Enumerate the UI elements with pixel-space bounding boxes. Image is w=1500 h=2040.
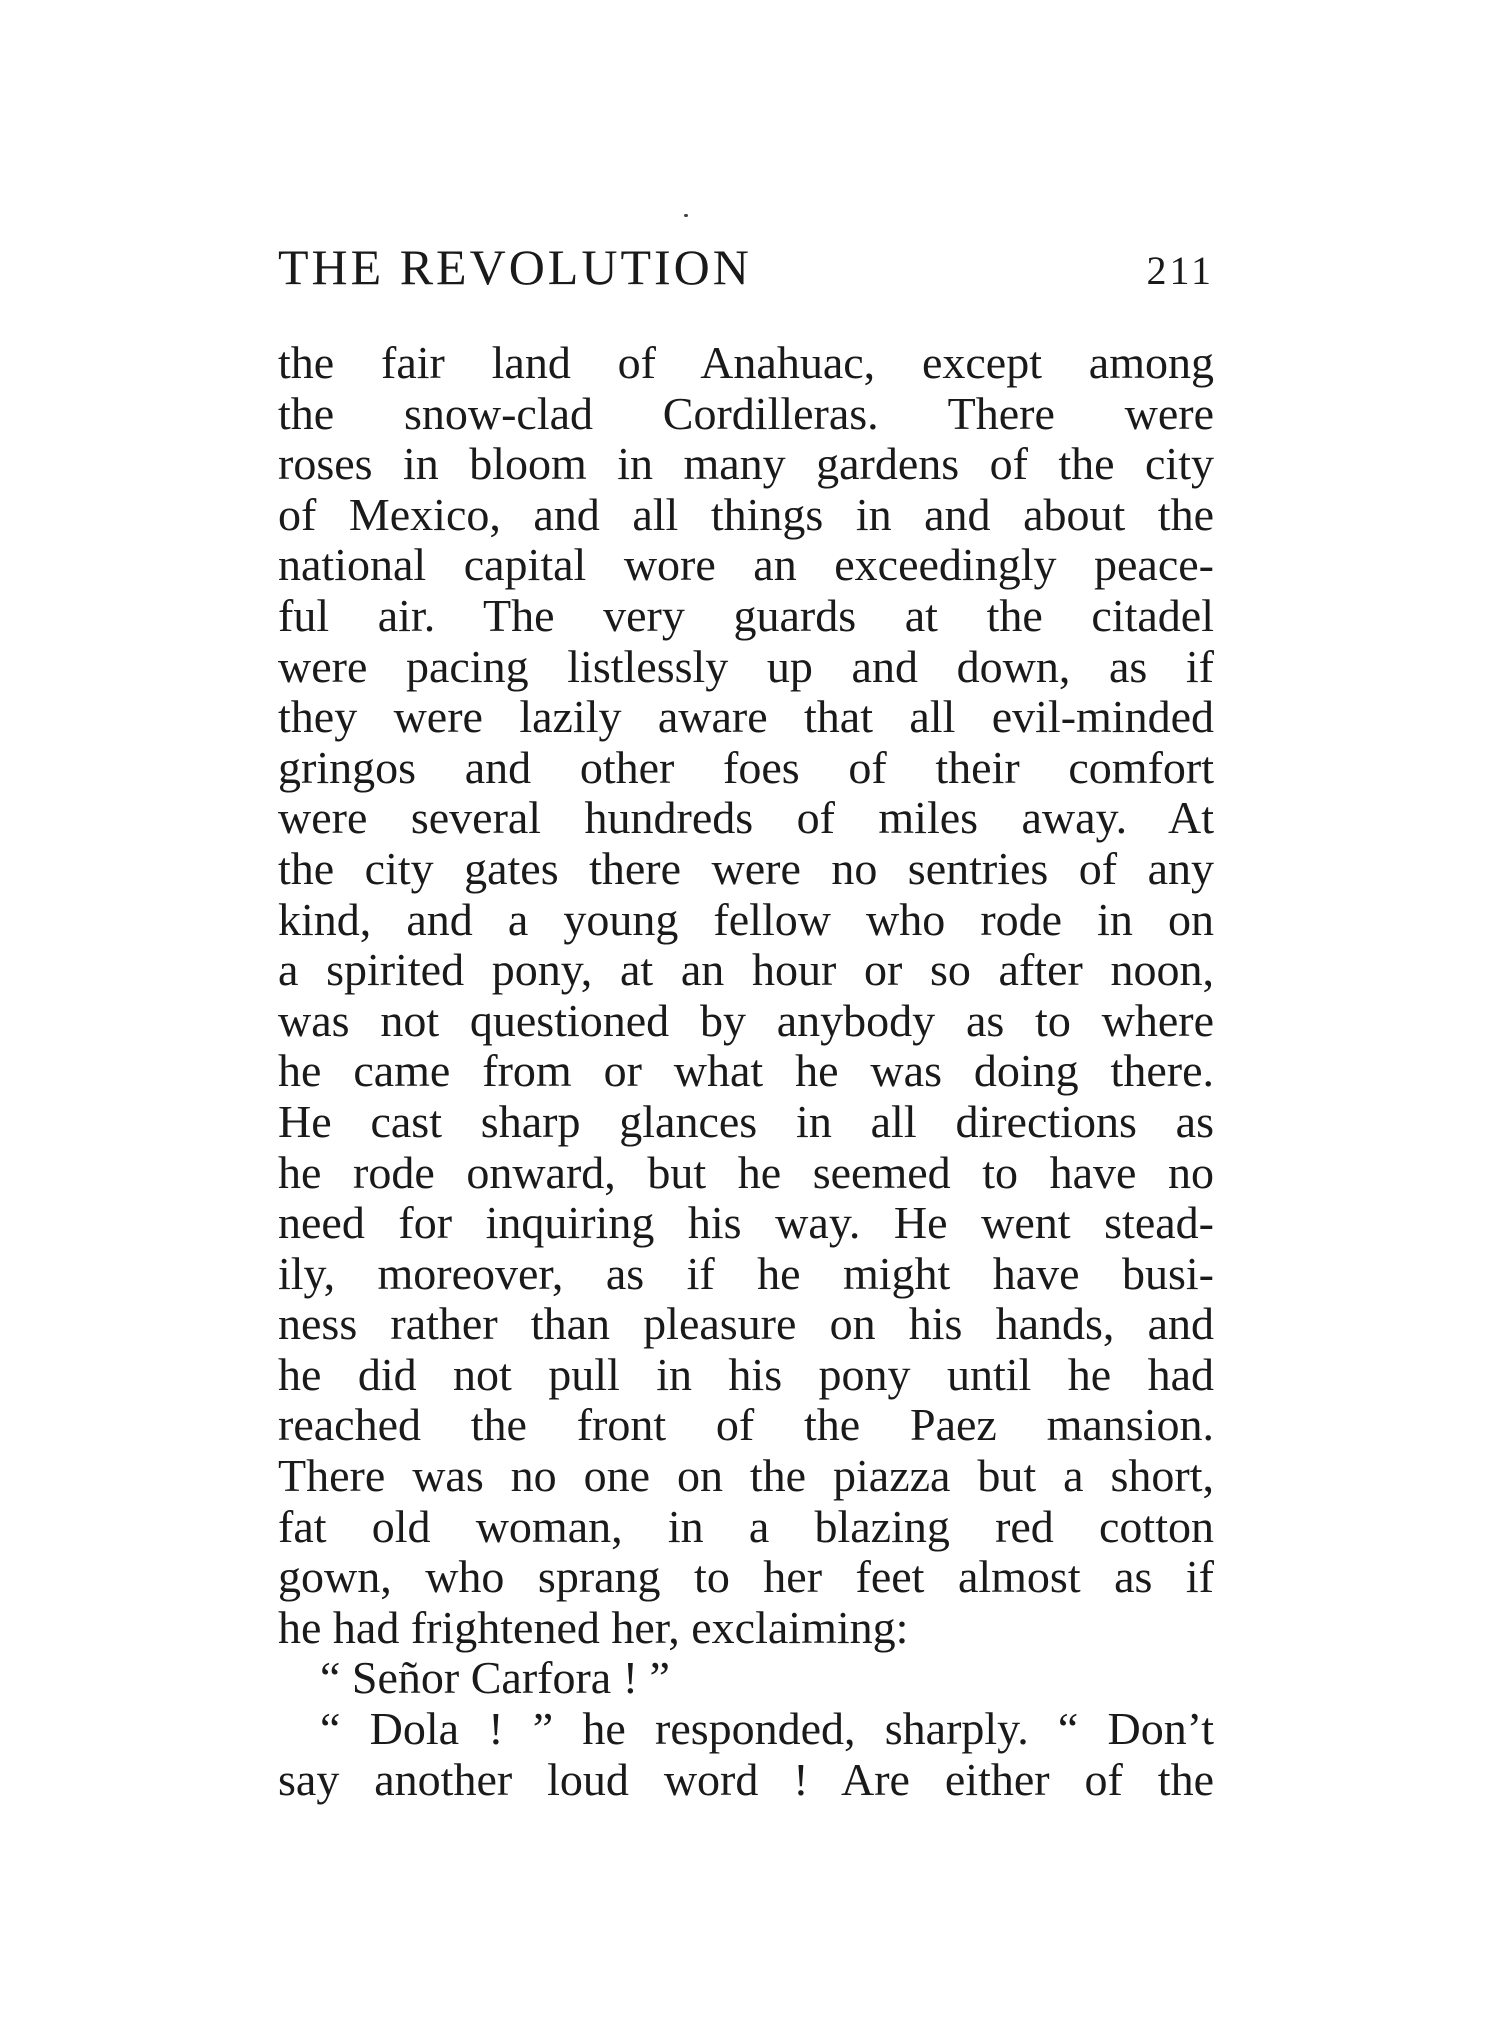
dialogue-line: “ Dola ! ” he responded, sharply. “ Don’t <box>320 1703 1214 1755</box>
text-line: they were lazily aware that all evil-minded <box>278 691 1214 743</box>
text-line: the fair land of Anahuac, except among <box>278 337 1214 388</box>
text-line: a spirited pony, at an hour or so after noon, <box>278 944 1214 996</box>
text-line: roses in bloom in many gardens of the city <box>278 438 1214 490</box>
print-speck <box>684 214 688 217</box>
text-line: kind, and a young fellow who rode in on <box>278 893 1214 945</box>
running-head <box>278 232 1214 302</box>
text-line: There was no one on the piazza but a short, <box>278 1450 1214 1502</box>
text-line: need for inquiring his way. He went stead- <box>278 1197 1214 1249</box>
text-line: gringos and other foes of their comfort <box>278 741 1214 793</box>
running-title: THE REVOLUTION <box>278 239 752 295</box>
text-line: fat old woman, in a blazing red cotton <box>278 1500 1214 1552</box>
text-line: ness rather than pleasure on his hands, and <box>278 1298 1214 1350</box>
text-line: national capital wore an exceedingly peace- <box>278 539 1214 591</box>
page-number: 211 <box>1146 248 1214 293</box>
text-line: ful air. The very guards at the citadel <box>278 589 1214 641</box>
body-text <box>278 338 1214 1805</box>
text-line: He cast sharp glances in all directions as <box>278 1095 1214 1147</box>
text-line: were several hundreds of miles away. At <box>278 792 1214 844</box>
text-line: he came from or what he was doing there. <box>278 1045 1214 1097</box>
text-line: of Mexico, and all things in and about the <box>278 488 1214 540</box>
text-line: he rode onward, but he seemed to have no <box>278 1146 1214 1198</box>
text-line: ily, moreover, as if he might have busi- <box>278 1247 1214 1299</box>
text-line: gown, who sprang to her feet almost as if <box>278 1551 1214 1603</box>
text-line: was not questioned by anybody as to where <box>278 994 1214 1046</box>
text-line: were pacing listlessly up and down, as if <box>278 640 1214 692</box>
text-line: reached the front of the Paez mansion. <box>278 1399 1214 1451</box>
dialogue-line: “ Señor Carfora ! ” <box>320 1652 670 1704</box>
text-line: the snow-clad Cordilleras. There were <box>278 387 1214 439</box>
text-line: he did not pull in his pony until he had <box>278 1348 1214 1400</box>
text-line: say another loud word ! Are either of the <box>278 1753 1214 1805</box>
text-line: he had frightened her, exclaiming: <box>278 1601 909 1653</box>
text-line: the city gates there were no sentries of any <box>278 842 1214 894</box>
